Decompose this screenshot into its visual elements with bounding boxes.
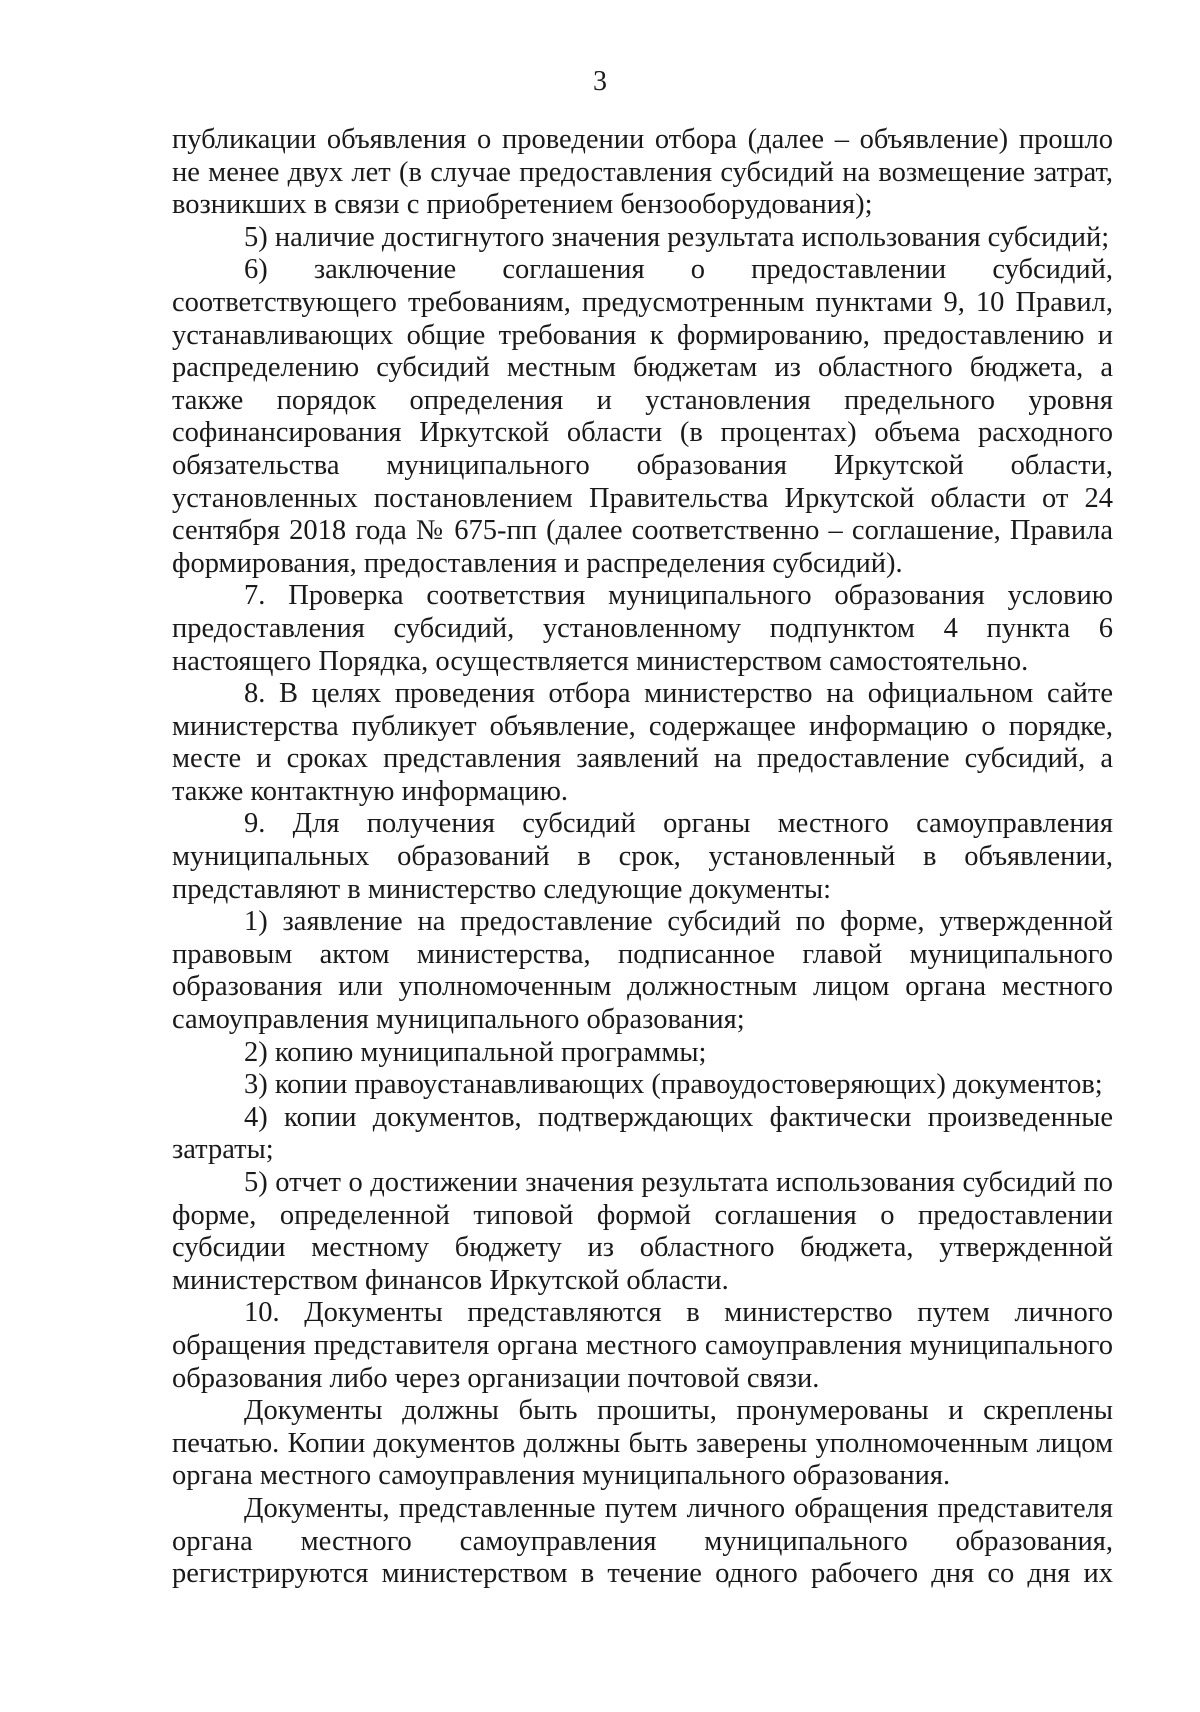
document-item-4-cost-documents: 4) копии документов, подтверждающих фактически произведенные затраты; bbox=[172, 1101, 1113, 1166]
clause-10-submission: 10. Документы представляются в министерство путем личного обращения представителя органа местного самоуправления муниципального образования либо через организации почтовой связи. bbox=[172, 1297, 1113, 1394]
page-number: 3 bbox=[593, 66, 607, 97]
paragraph-binding-requirements: Документы должны быть прошиты, пронумерованы и скреплены печатью. Копии документов должны быть заверены уполномоченным лицом органа местного самоуправления муниципального образования. bbox=[172, 1395, 1113, 1492]
document-body bbox=[172, 124, 1113, 1591]
list-item-6-agreement: 6) заключение соглашения о предоставлении субсидий, соответствующего требованиям, предусмотренным пунктами 9, 10 Правил, устанавливающих общие требования к формированию, предоставлению и распределению субсидий местным бюджетам из областного бюджета, а также порядок определения и установления предельного уровня софинансирования Иркутской области (в процентах) объема расходного обязательства муниципального образования Иркутской области, установленных постановлением Правительства Иркутской области от 24 сентября 2018 года № 675-пп (далее соответственно – соглашение, Правила формирования, предоставления и распределения субсидий). bbox=[172, 254, 1113, 579]
paragraph-continuation: публикации объявления о проведении отбора (далее – объявление) прошло не менее двух лет (в случае предоставления субсидий на возмещение затрат, возникших в связи с приобретением бензооборудования); bbox=[172, 124, 1113, 221]
document-item-1-application: 1) заявление на предоставление субсидий по форме, утвержденной правовым актом министерства, подписанное главой муниципального образования или уполномоченным должностным лицом органа местного самоуправления муниципального образования; bbox=[172, 906, 1113, 1036]
paragraph-registration: Документы, представленные путем личного обращения представителя органа местного самоуправления муниципального образования, регистрируются министерством в течение одного рабочего дня со дня их bbox=[172, 1492, 1113, 1590]
document-item-2-program: 2) копию муниципальной программы; bbox=[244, 1036, 707, 1068]
clause-9-documents: 9. Для получения субсидий органы местного самоуправления муниципальных образований в срок, установленный в объявлении, представляют в министерство следующие документы: bbox=[172, 808, 1113, 905]
clause-8-announcement: 8. В целях проведения отбора министерство на официальном сайте министерства публикует объявление, содержащее информацию о порядке, месте и сроках представления заявлений на предоставление субсидий, а также контактную информацию. bbox=[172, 678, 1113, 807]
document-item-5-report: 5) отчет о достижении значения результата использования субсидий по форме, определенной типовой формой соглашения о предоставлении субсидии местному бюджету из областного бюджета, утвержденной министерством финансов Иркутской области. bbox=[172, 1167, 1113, 1296]
list-item-5-result-value: 5) наличие достигнутого значения результата использования субсидий; bbox=[244, 221, 1110, 253]
clause-7-verification: 7. Проверка соответствия муниципального образования условию предоставления субсидий, установленному подпунктом 4 пункта 6 настоящего Порядка, осуществляется министерством самостоятельно. bbox=[172, 580, 1113, 677]
document-item-3-title-documents: 3) копии правоустанавливающих (правоудостоверяющих) документов; bbox=[244, 1069, 1103, 1101]
